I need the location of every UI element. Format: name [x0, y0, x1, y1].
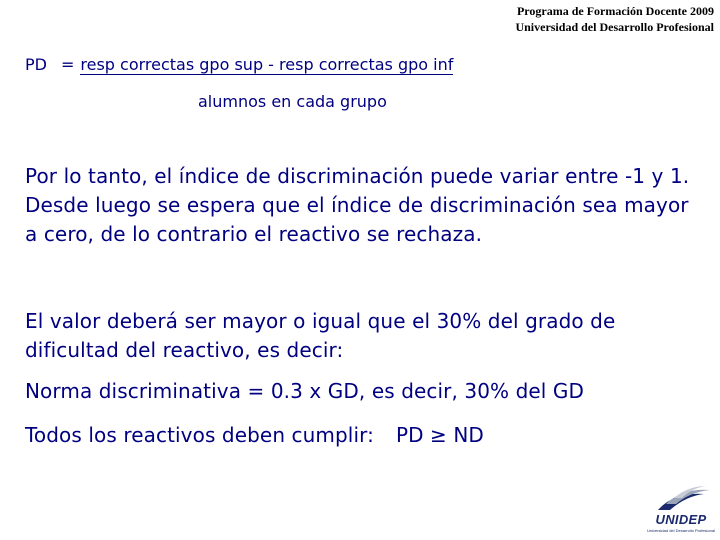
- paragraph-threshold: El valor deberá ser mayor o igual que el 30% del grado de dificultad del reactivo, es decir:: [25, 309, 616, 362]
- discrimination-formula: [25, 55, 453, 75]
- header-university: Universidad del Desarrollo Profesional: [515, 20, 714, 34]
- header-program: Programa de Formación Docente 2009: [516, 4, 714, 18]
- condition-expression: PD ≥ ND: [395, 423, 484, 447]
- paragraph-condition: [25, 421, 705, 450]
- logo-subtitle: Universidad del Desarrollo Profesional: [646, 528, 716, 533]
- condition-text: Todos los reactivos deben cumplir:: [25, 423, 374, 447]
- paragraph-range: Por lo tanto, el índice de discriminación puede variar entre -1 y 1. Desde luego se espera que el índice de discriminación sea mayor a cero, de lo contrario el reactivo se rechaza.: [25, 164, 690, 246]
- formula-lhs: PD: [25, 55, 47, 74]
- paragraph-norm: Norma discriminativa = 0.3 x GD, es decir, 30% del GD: [25, 379, 585, 403]
- formula-numerator: resp correctas gpo sup - resp correctas gpo inf: [80, 55, 454, 74]
- formula-denominator: alumnos en cada grupo: [198, 92, 387, 111]
- unidep-logo-mark: [644, 484, 718, 514]
- logo-wordmark: UNIDEP: [655, 512, 707, 527]
- unidep-logo: [644, 484, 718, 536]
- formula-equals: =: [60, 55, 75, 74]
- slide-header: [515, 3, 714, 35]
